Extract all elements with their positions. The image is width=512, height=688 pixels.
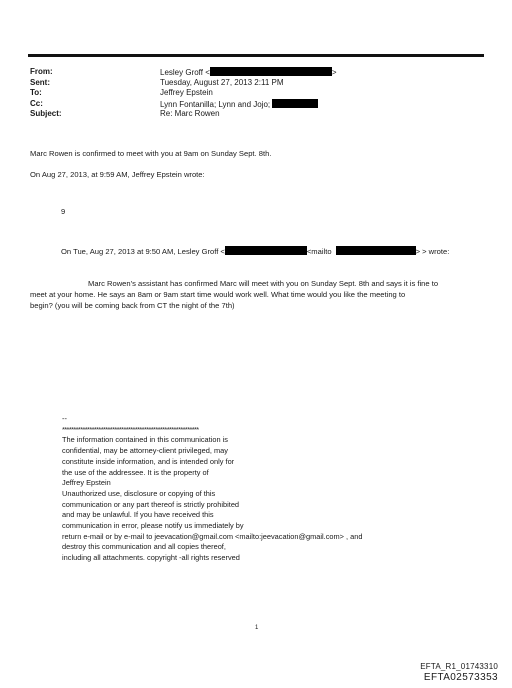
para-line: Marc Rowen's assistant has confirmed Marc will meet with you on Sunday Sept. 8th and says it is fine to <box>88 279 439 288</box>
from-label: From: <box>30 67 53 76</box>
disclaimer-line: communication in error, please notify us immediately by <box>62 521 244 531</box>
page-number: 1 <box>255 625 259 631</box>
disclaimer-line: Jeffrey Epstein <box>62 478 111 488</box>
disclaimer-dash: -- <box>62 414 67 423</box>
para-line: meet at your home. He says an 8am or 9am start time would work well. What time would you like the meeting to <box>30 290 406 299</box>
header-rule <box>28 54 484 57</box>
to-row <box>30 88 337 99</box>
quote-prefix: On Tue, Aug 27, 2013 at 9:50 AM, Lesley Groff < <box>61 247 225 256</box>
cc-names: Lynn Fontanilla; Lynn and Jojo; <box>160 99 271 109</box>
to-label: To: <box>30 88 42 98</box>
redaction-box <box>225 246 307 255</box>
disclaimer-line: The information contained in this communication is <box>62 435 228 445</box>
from-name: Lesley Groff < <box>160 68 210 77</box>
bates-number-primary: EFTA_R1_01743310 <box>420 662 498 671</box>
disclaimer-line: including all attachments. copyright -all rights reserved <box>62 553 240 563</box>
para-line: begin? (you will be coming back from CT the night of the 7th) <box>30 301 235 310</box>
sent-label: Sent: <box>30 77 50 87</box>
sent-row <box>30 78 337 89</box>
disclaimer-line: Unauthorized use, disclosure or copying of this <box>62 488 216 498</box>
cc-value <box>160 99 318 110</box>
disclaimer-line: return e-mail or by e-mail to jeevacation@gmail.com <mailto:jeevacation@gmail.com> , and <box>62 531 363 541</box>
body-reply: 9 <box>61 207 66 216</box>
quote-mailto: <mailto <box>306 247 332 256</box>
disclaimer-line: constitute inside information, and is intended only for <box>62 456 235 466</box>
subject-label: Subject: <box>30 109 62 119</box>
bates-number-secondary: EFTA02573353 <box>423 672 498 683</box>
from-value <box>160 67 337 78</box>
from-row <box>30 67 337 78</box>
redaction-box <box>210 67 332 76</box>
disclaimer-line: destroy this communication and all copies thereof, <box>62 542 226 552</box>
quote-suffix: > > wrote: <box>415 247 450 256</box>
disclaimer-line: communication or any part thereof is strictly prohibited <box>62 499 240 509</box>
disclaimer-line: the use of the addressee. It is the property of <box>62 467 209 477</box>
body-line-confirmed: Marc Rowen is confirmed to meet with you at 9am on Sunday Sept. 8th. <box>30 149 272 158</box>
quote-header <box>61 246 449 257</box>
subject-row <box>30 109 337 120</box>
body-line-quote-intro: On Aug 27, 2013, at 9:59 AM, Jeffrey Epstein wrote: <box>30 170 205 179</box>
subject-value: Re: Marc Rowen <box>160 109 220 119</box>
from-suffix: > <box>331 68 337 77</box>
cc-label: Cc: <box>30 98 43 108</box>
redaction-box <box>272 99 318 108</box>
email-header <box>30 67 337 120</box>
disclaimer-line: confidential, may be attorney-client privileged, may <box>62 446 228 456</box>
cc-row <box>30 99 337 110</box>
redaction-box <box>336 246 416 255</box>
to-value: Jeffrey Epstein <box>160 88 213 98</box>
disclaimer <box>62 414 363 564</box>
sent-value: Tuesday, August 27, 2013 2:11 PM <box>160 77 284 87</box>
quoted-paragraph <box>30 278 485 311</box>
disclaimer-line: and may be unlawful. If you have received this <box>62 510 214 520</box>
disclaimer-stars: ************************************************************ <box>62 424 199 434</box>
